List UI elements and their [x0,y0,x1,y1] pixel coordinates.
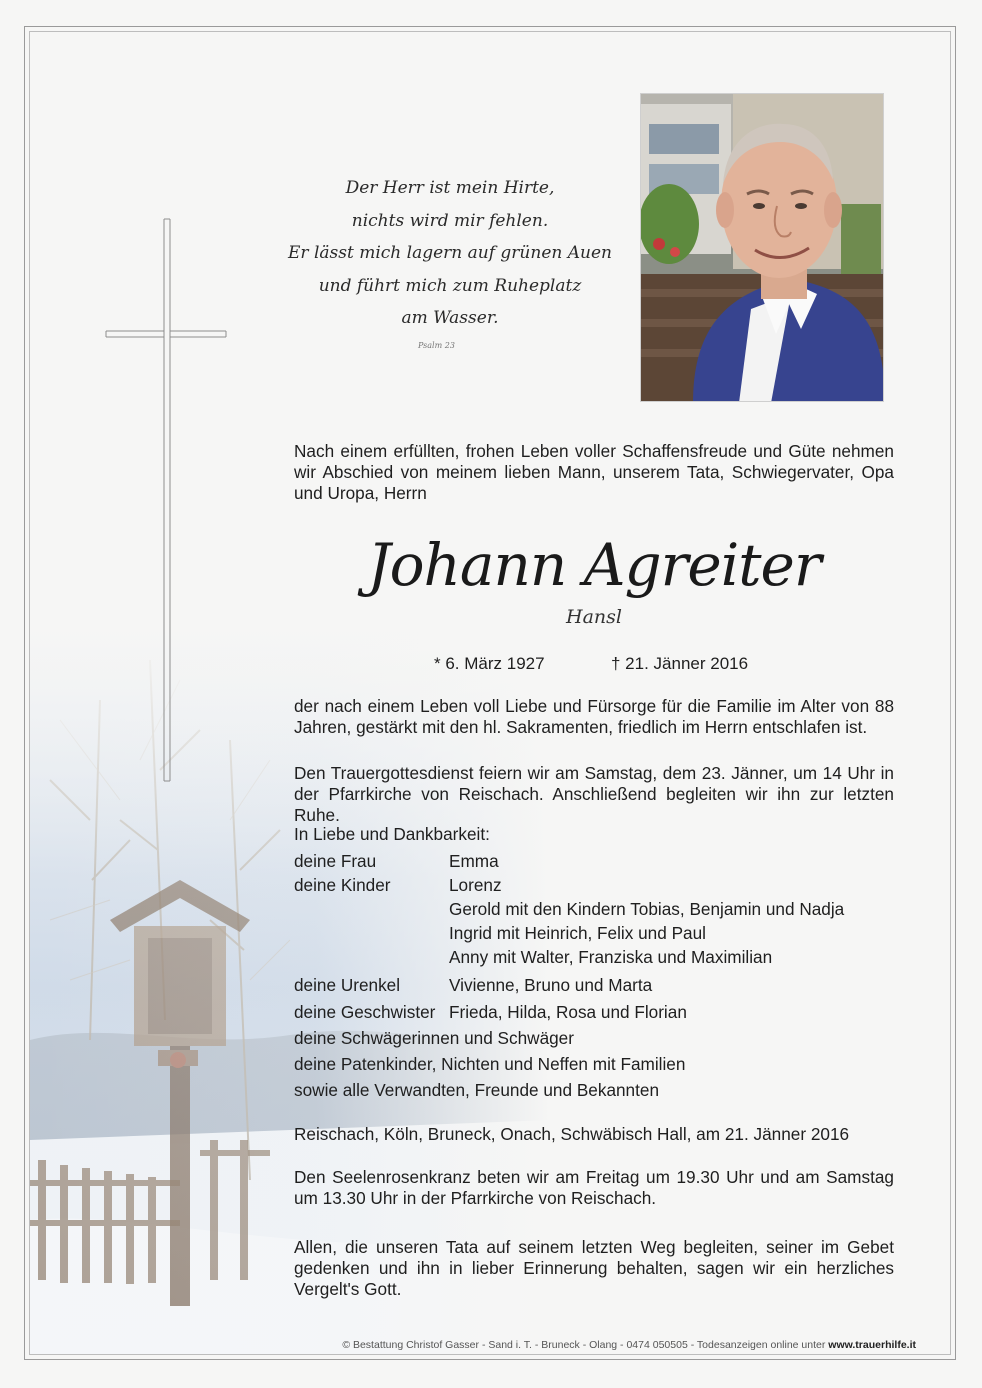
thanks-paragraph: Allen, die unseren Tata auf seinem letzten Weg begleiten, seiner im Gebet gedenken und ihn in lieber Erinnerung behalten, sagen wir ein herzliches Vergelt's Gott. [294,1237,894,1299]
mourner-relation: deine Kinder [294,875,391,895]
footer-text: © Bestattung Christof Gasser - Sand i. T. - Bruneck - Olang - 0474 050505 - Todesanzeigen online unter [342,1339,829,1351]
mourner-relation: deine Schwägerinnen und Schwäger [294,1028,574,1048]
mourner-names: Vivienne, Bruno und Marta [449,975,653,995]
mourner-relation: deine Frau [294,851,377,871]
psalm-line: und führt mich zum Ruheplatz [318,275,582,296]
mourner-names: Lorenz [449,875,502,895]
mourner-names: Frieda, Hilda, Rosa und Florian [449,1002,687,1022]
mourner-relation: deine Urenkel [294,975,401,995]
psalm-line: am Wasser. [401,308,499,328]
mourner-relation: deine Geschwister [294,1002,436,1022]
deceased-name: Johann Agreiter [367,531,821,599]
rosary-paragraph: Den Seelenrosenkranz beten wir am Freitag um 19.30 Uhr und am Samstag um 13.30 Uhr in der Pfarrkirche von Reischach. [294,1167,894,1208]
death-date: † 21. Jänner 2016 [611,654,749,673]
mourners-heading: In Liebe und Dankbarkeit: [294,824,490,844]
mourner-names: Emma [449,851,499,871]
footer-link[interactable]: www.trauerhilfe.it [828,1339,916,1351]
funeral-service-paragraph: Den Trauergottesdienst feiern wir am Samstag, dem 23. Jänner, um 14 Uhr in der Pfarrkirche von Reischach. Anschließend begleiten wir ihn zur letzten Ruhe. [294,763,894,825]
psalm-quote [270,172,630,335]
deceased-nickname: Hansl [566,606,622,628]
place-date: Reischach, Köln, Bruneck, Onach, Schwäbisch Hall, am 21. Jänner 2016 [294,1124,850,1144]
mourner-names: Anny mit Walter, Franziska und Maximilian [449,947,773,967]
intro-text: Nach einem erfüllten, frohen Leben voller Schaffensfreude und Güte nehmen wir Abschied von meinem lieben Mann, unserem Tata, Schwiegervater, Opa und Uropa, Herrn [294,441,894,503]
psalm-reference: Psalm 23 [418,341,455,350]
psalm-line: nichts wird mir fehlen. [351,210,549,231]
footer-credit [294,1339,916,1351]
passing-paragraph: der nach einem Leben voll Liebe und Fürsorge für die Familie im Alter von 88 Jahren, gestärkt mit den hl. Sakramenten, friedlich im Herrn entschlafen ist. [294,696,894,737]
mourner-names: Ingrid mit Heinrich, Felix und Paul [449,923,706,943]
portrait-photo [640,93,884,402]
mourner-names: Gerold mit den Kindern Tobias, Benjamin und Nadja [449,899,845,919]
mourner-relation: deine Patenkinder, Nichten und Neffen mit Familien [294,1054,686,1074]
mourner-relation: sowie alle Verwandten, Freunde und Bekannten [294,1080,660,1100]
birth-date: * 6. März 1927 [434,654,545,673]
psalm-line: Der Herr ist mein Hirte, [345,178,555,198]
cross-icon [100,215,230,785]
psalm-line: Er lässt mich lagern auf grünen Auen [288,243,612,263]
